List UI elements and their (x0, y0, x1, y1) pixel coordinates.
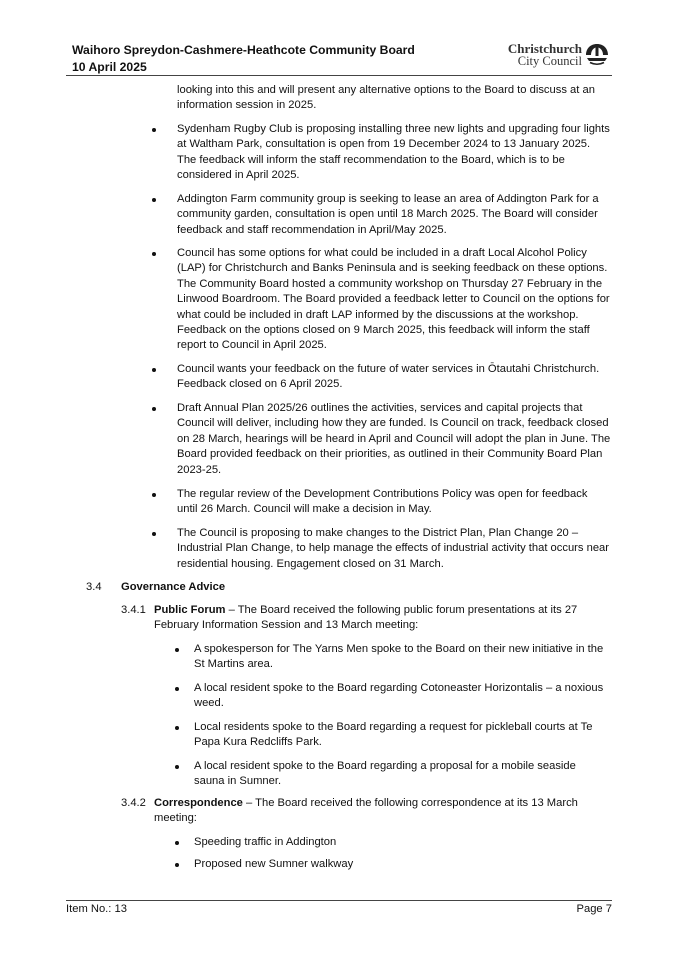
bullet-marker (175, 726, 179, 730)
council-logo (502, 42, 612, 70)
meeting-date: 10 April 2025 (72, 60, 147, 74)
list-item: Speeding traffic in Addington (194, 836, 337, 848)
subsection-text: – The Board received the following correspondence at its 13 March meeting: (154, 797, 578, 825)
board-name: Waihoro Spreydon-Cashmere-Heathcote Community Board (72, 43, 415, 57)
subsection-number: 3.4.2 (121, 797, 146, 809)
section-number: 3.4 (86, 581, 102, 593)
list-item: The regular review of the Development Contributions Policy was open for feedback until 26 March. Council will make a decision in May. (177, 488, 588, 516)
bullet-marker (152, 128, 156, 132)
list-item: Draft Annual Plan 2025/26 outlines the activities, services and capital projects that Council will deliver, including how they are funded. Is Council on track, feedback closed on 28 March, hearings will be heard in April and Council will adopt the plan in June. The Board provided feedback on their priorities, as outlined in their Community Board Plan 2023-25. (177, 402, 611, 476)
logo-text-line2: City Council (517, 54, 582, 68)
bullet-marker (175, 765, 179, 769)
bullet-marker (152, 493, 156, 497)
page-number: Page 7 (576, 903, 612, 915)
bullet-marker (152, 198, 156, 202)
list-item: Council has some options for what could be included in a draft Local Alcohol Policy (LAP) for Christchurch and Banks Peninsula and is seeking feedback on these options. The Community Board hosted a community workshop on Thursday 27 February in the Linwood Boardroom. The Board provided a feedback letter to Council on the options for what could be included in draft LAP informed by the discussions at the workshop. Feedback on the options closed on 9 March 2025, this feedback will inform the staff report to Council in April 2025. (177, 247, 610, 352)
subsection-public-forum (154, 603, 609, 634)
header-rule (66, 75, 612, 76)
council-emblem-icon (584, 43, 610, 67)
bullet-marker (152, 368, 156, 372)
subsection-correspondence (154, 796, 609, 827)
footer-rule (66, 900, 612, 901)
item-number: Item No.: 13 (66, 903, 127, 915)
subsection-number: 3.4.1 (121, 604, 146, 616)
bullet-marker (152, 532, 156, 536)
list-item: Proposed new Sumner walkway (194, 858, 354, 870)
bullet-marker (175, 687, 179, 691)
bullet-marker (175, 863, 179, 867)
page-footer (66, 902, 612, 917)
bullet-marker (152, 252, 156, 256)
intro-text: looking into this and will present any alternative options to the Board to discuss at an information session in 2025. (177, 84, 595, 112)
list-item: Council wants your feedback on the future of water services in Ōtautahi Christchurch. Feedback closed on 6 April 2025. (177, 363, 600, 391)
list-item: Sydenham Rugby Club is proposing installing three new lights and upgrading four lights at Waltham Park, consultation is open from 19 December 2024 to 13 January 2025. The feedback will inform the staff recommendation to the Board, which is to be considered in April 2025. (177, 123, 610, 182)
section-title: Governance Advice (121, 581, 226, 593)
list-item: The Council is proposing to make changes to the District Plan, Plan Change 20 – Industrial Plan Change, to help manage the effects of industrial activity that occurs near residential housing. Engagement closed on 31 March. (177, 527, 610, 570)
bullet-marker (175, 648, 179, 652)
subsection-text: – The Board received the following public forum presentations at its 27 February Information Session and 13 March meeting: (154, 604, 578, 632)
subsection-title: Correspondence (154, 797, 243, 809)
logo-text-line1: Christchurch (507, 41, 582, 56)
list-item: A local resident spoke to the Board regarding a proposal for a mobile seaside sauna in Sumner. (194, 760, 576, 788)
subsection-title: Public Forum (154, 604, 226, 616)
list-item: A local resident spoke to the Board regarding Cotoneaster Horizontalis – a noxious weed. (194, 682, 604, 710)
page-header (72, 42, 612, 76)
bullet-marker (175, 841, 179, 845)
list-item: Local residents spoke to the Board regarding a request for pickleball courts at Te Papa Kura Redcliffs Park. (194, 721, 593, 749)
list-item: A spokesperson for The Yarns Men spoke to the Board on their new initiative in the St Martins area. (194, 643, 604, 671)
list-item: Addington Farm community group is seeking to lease an area of Addington Park for a community garden, consultation is open until 18 March 2025. The Board will consider feedback and staff recommendation in April/May 2025. (177, 193, 599, 236)
bullet-marker (152, 407, 156, 411)
